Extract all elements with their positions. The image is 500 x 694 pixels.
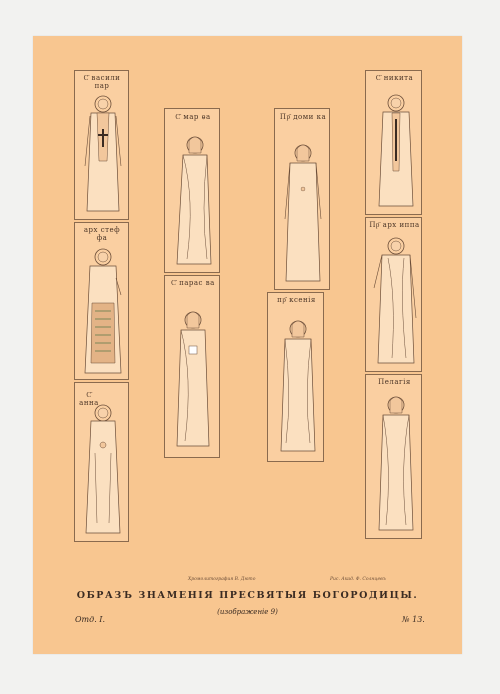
saint-figure-paraskeva	[165, 276, 221, 459]
saint-figure-ksenia	[268, 293, 325, 463]
plate-number: № 13.	[402, 615, 425, 624]
credit-artist: Рис. Акад. Ф. Солнцевъ	[330, 577, 386, 582]
saint-figure-deacon	[75, 223, 130, 381]
plate-title: ОБРАЗЪ ЗНАМЕНІЯ ПРЕСВЯТЫЯ БОГОРОДИЦЫ.	[76, 590, 419, 601]
saint-figure-nikita	[366, 71, 423, 216]
saint-figure-bishop	[75, 71, 130, 221]
saint-figure-martyr	[75, 383, 130, 543]
saint-panel-6	[164, 275, 220, 458]
saint-panel-10	[365, 374, 422, 539]
section-label: Отд. I.	[75, 615, 106, 624]
saint-panel-3	[274, 108, 330, 290]
saint-label-5: арх стеф фа	[83, 226, 121, 242]
saint-label-4: С҃ никита	[375, 74, 414, 82]
plate-subtitle: (изображеніе 9)	[217, 608, 278, 616]
saint-panel-2	[164, 108, 220, 273]
saint-figure-domnika	[275, 109, 331, 291]
saint-panel-9	[74, 382, 129, 542]
saint-panel-8	[365, 217, 422, 372]
saint-panel-4	[365, 70, 422, 215]
saint-label-6: С҃ парас ва	[171, 279, 215, 287]
saint-figure-martha	[165, 109, 221, 274]
saint-label-2: С҃ мар ѳа	[175, 113, 211, 121]
saint-figure-hypatius	[366, 218, 423, 373]
saint-label-8: Пр҃ арх иппа	[369, 221, 420, 229]
saint-label-9: С҃ анна	[79, 391, 99, 407]
saint-label-10: Пелагія	[378, 378, 411, 386]
saint-label-1: С҃ васили пар	[83, 74, 121, 90]
credit-lithographer: Хромолитография В. Дюто	[188, 577, 256, 582]
saint-figure-pelagia	[366, 375, 423, 540]
saint-label-7: пр҃ ксенія	[277, 296, 316, 304]
saint-panel-1	[74, 70, 129, 220]
saint-panel-5	[74, 222, 129, 380]
saint-panel-7	[267, 292, 324, 462]
saint-label-3: Пр҃ доми ка	[279, 113, 327, 121]
